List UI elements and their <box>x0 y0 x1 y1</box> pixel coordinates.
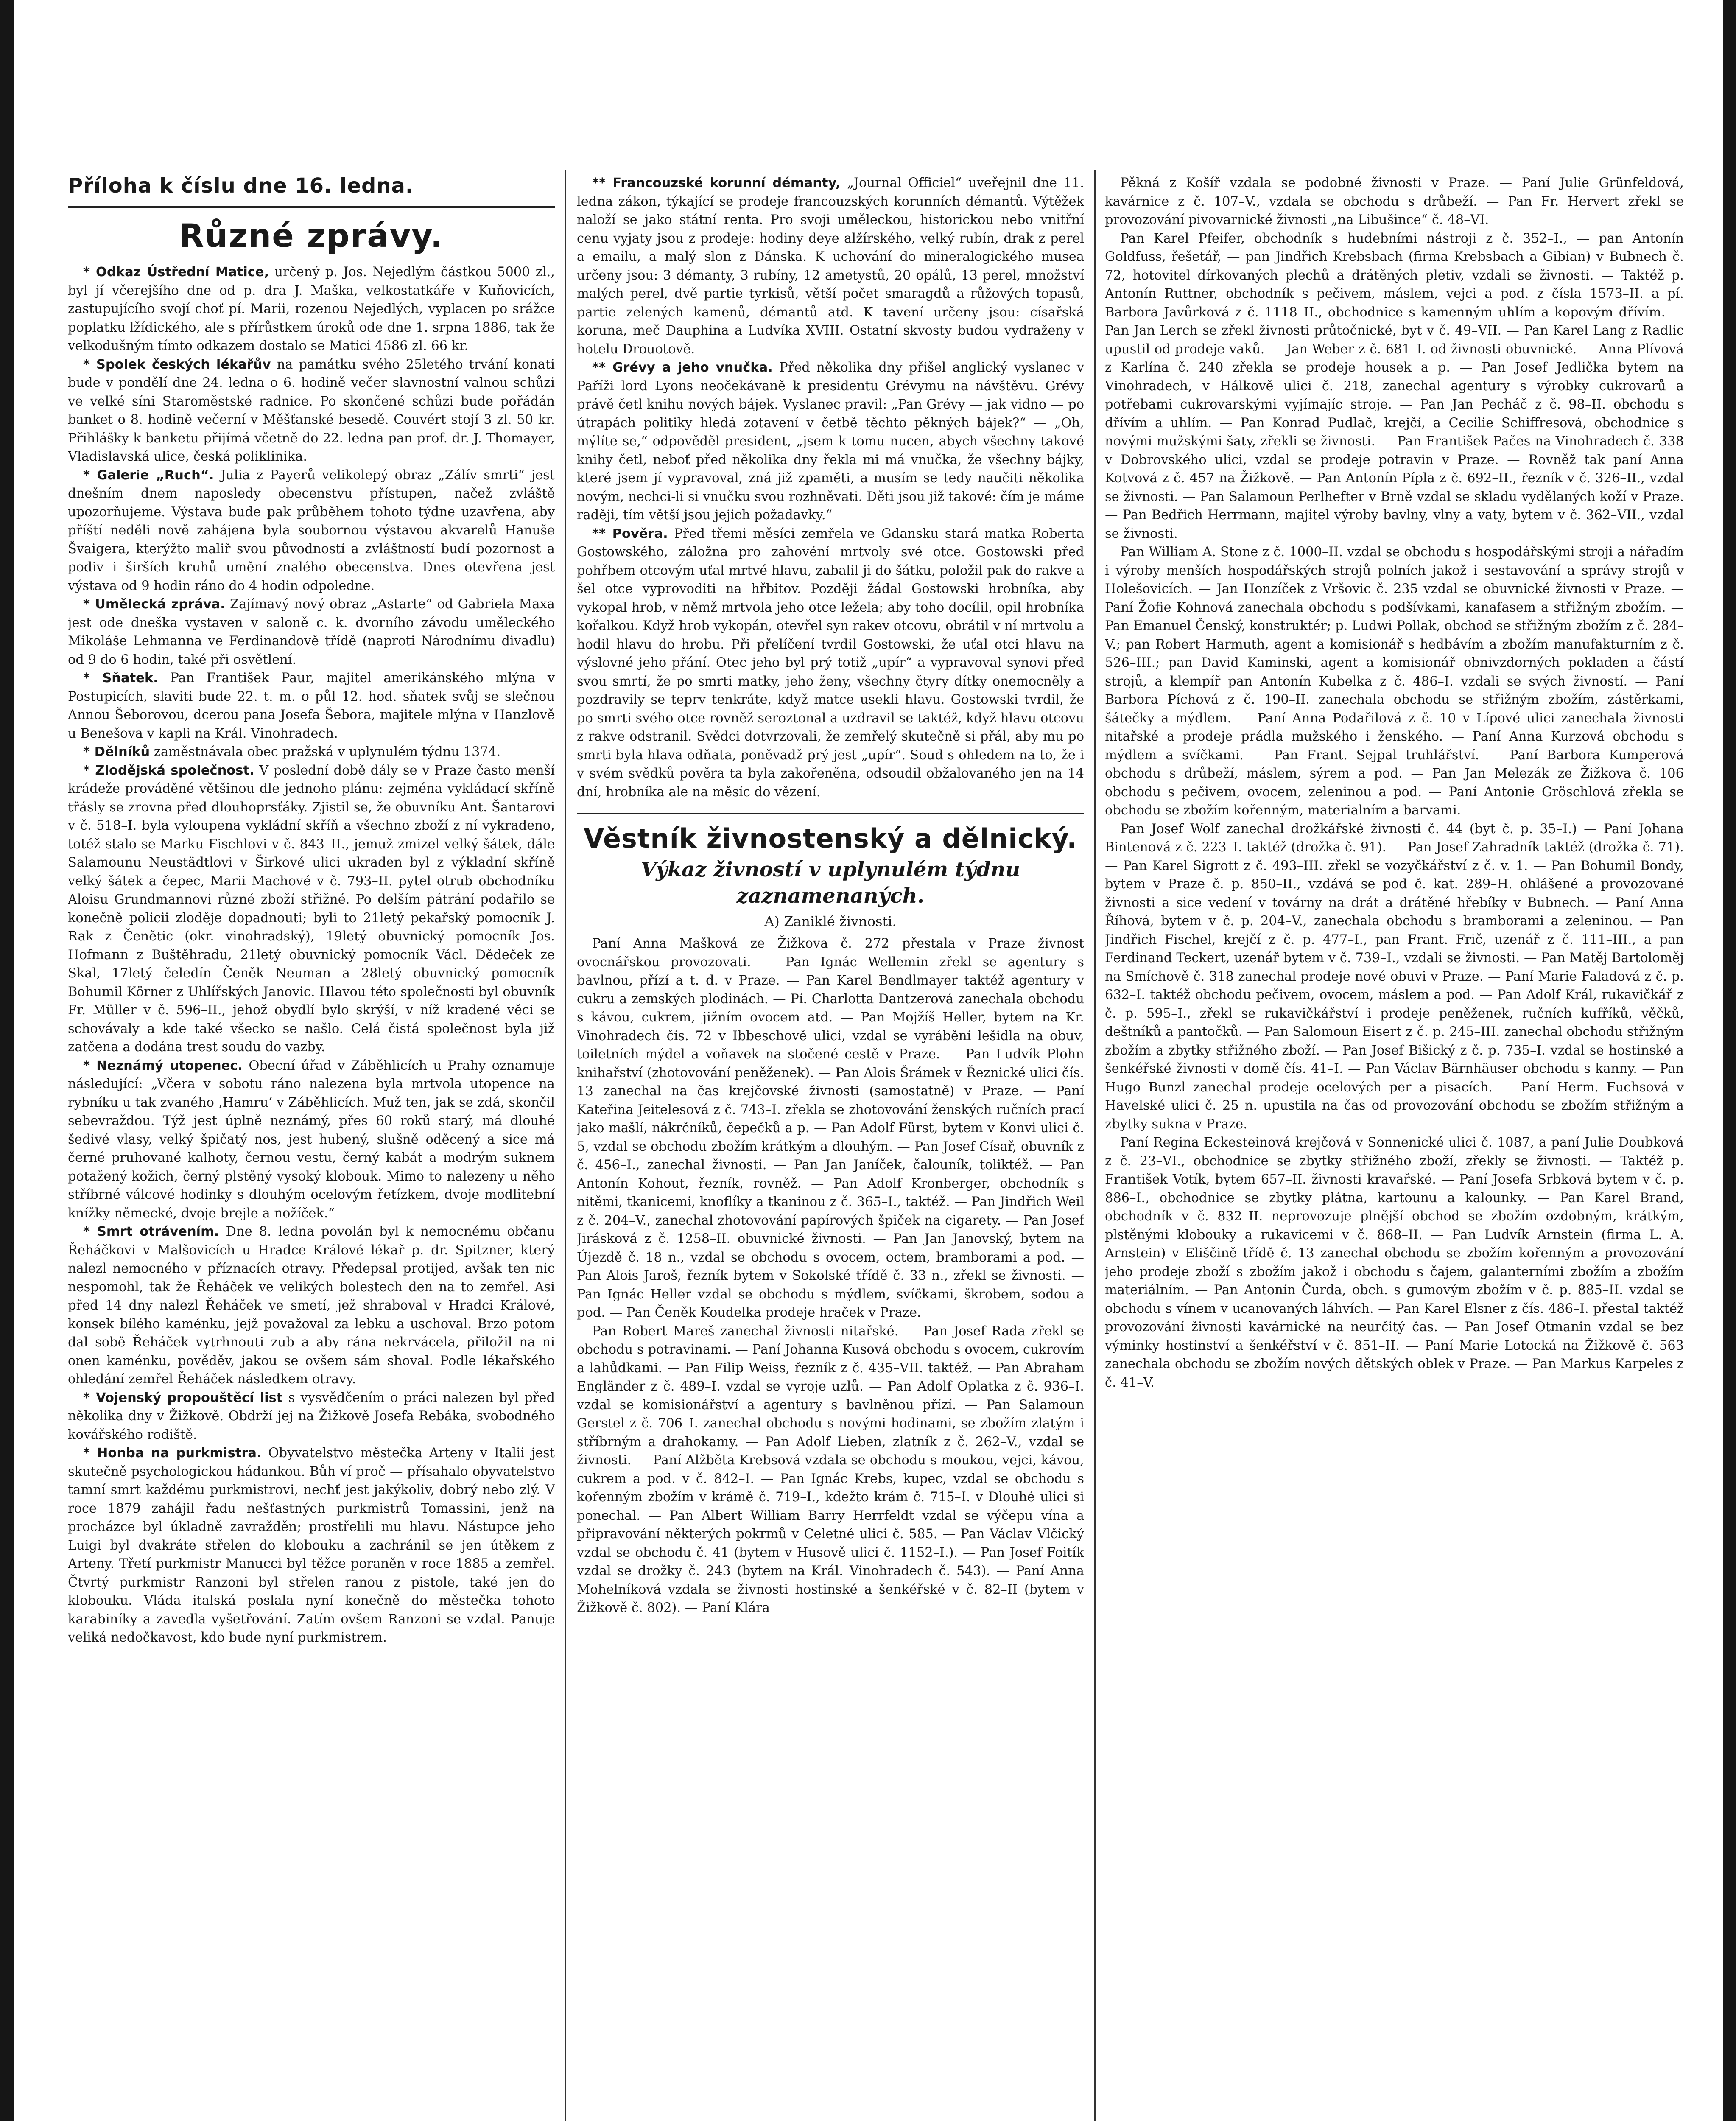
item-text: Dne 8. ledna povolán byl k nemocnému občanu Řeháčkovi v Malšovicích u Hradce Králové lékař p. dr. Spitzner, který nalezl nemocného v příznacích otravy. Předepsal protijed, avšak ten nic nespomohl, tak že Řeháček ve velikých bolestech den na to zemřel. Asi před 14 dny nalezl Řeháček ve smetí, jež shraboval v Hradci Králové, konsek bílého kaménku, jejž považoval za lebku a uschoval. Brzo potom dal sobě Řeháček vytrhnouti zub a aby rána nekrvácela, přiložil na ni onen kaménku, pověděv, jakou se ovšem sám shoval. Podle lékařského ohledání zemřel Řeháček následkem otravy. <box>68 1224 555 1387</box>
item-text: Zajímavý nový obraz „Astarte“ od Gabriela Maxa jest ode dneška vystaven v saloně c. k. dvorního závodu uměleckého Mikoláše Lehmanna ve Ferdinandově třídě (naproti Národnímu divadlu) od 9 do 6 hodin, také při osvětlení. <box>68 597 555 667</box>
item-text: Pan František Paur, majitel amerikánského mlýna v Postupicích, slaviti bude 22. t. m. o půl 12. hod. sňatek svůj se slečnou Annou Šeborovou, dcerou pana Josefa Šebora, majitele mlýna v Hanzlově u Benešova v kapli na Král. Vinohradech. <box>68 671 555 741</box>
item-lead: * Umělecká zpráva. <box>83 597 225 612</box>
item-text: s vysvědčením o práci nalezen byl před několika dny v Žižkově. Obdrží jej na Žižkově Josefa Rebáka, svobodného kovářského rodiště. <box>68 1390 555 1442</box>
news-item <box>68 669 555 743</box>
news-item <box>68 355 555 466</box>
column-middle <box>577 127 1084 2121</box>
newspaper-page <box>68 127 1684 2121</box>
news-item <box>68 595 555 669</box>
item-text: Obecní úřad v Záběhlicích u Prahy oznamuje následující: „Včera v sobotu ráno nalezena byla mrtvola utopence na rybníku u tak zvaného ‚Hamru‘ v Záběhlicích. Muž ten, jak se zdá, skončil sebevraždou. Týž jest úplně neznámý, přes 60 roků starý, má dlouhé šedivé vlasy, velký špičatý nos, jest hubený, slušně oděcený a sice má černé pruhované kalhoty, černou vestu, černý kabát a modrým suknem potažený kožich, černý plstěný vysoký klobouk. Mimo to nalezeny u něho stříbrné válcové hodinky s dlouhým ocelovým řetízkem, dvoje modlitební knížky německé, dvoje brejle a nožíček.“ <box>68 1058 555 1221</box>
bulletin-rule <box>577 813 1084 814</box>
scan-edge-left <box>0 0 14 2121</box>
heading-rule <box>68 206 555 208</box>
item-text: Obyvatelstvo městečka Arteny v Italii jest skutečně psychologickou hádankou. Bůh ví proč — přísahalo obyvatelstvo tamní smrt každému purkmistrovi, nechť jest jakýkoliv, dobrý nebo zlý. V roce 1879 zahájil řadu nešťastných purkmistrů Tomassini, jenž na procházce byl úkladně zavražděn; prostřelili mu hlavu. Nástupce jeho Luigi byl dvakráte střelen do klobouku a zachránil se jen útěkem z Arteny. Třetí purkmistr Manucci byl těžce poraněn v roce 1885 a zemřel. Čtvrtý purkmistr Ranzoni byl střelen ranou z pistole, také jen do klobouku. Vláda italská poslala nyní konečně do městečka tohoto karabiníky a zavedla vyšetřování. Zatím ovšem Ranzoni se vzdal. Panuje veliká nedočkavost, kdo bude nyní purkmistrem. <box>68 1446 555 1645</box>
item-text: „Journal Officiel“ uveřejnil dne 11. ledna zákon, týkající se prodeje francouzských korunních démantů. Výtěžek naloží se jako státní renta. Pro svoji uměleckou, historickou nebo vnitřní cenu vyjaty jsou z prodeje: hodiny deye alžírského, velký rubín, drak z perel a emailu, a malý slon z Dánska. K uchování do mineralogického musea určeny jsou: 3 démanty, 3 rubíny, 12 ametystů, 20 opálů, 13 perel, množství malých perel, dvě partie tyrkisů, větší počet smaragdů a růžových topasů, partie zelených kamenů, démantů atd. K tavení určeny jsou: císařská koruna, meč Dauphina a Ludvíka XVIII. Ostatní skvosty budou vydraženy v hotelu Drouotově. <box>577 176 1084 357</box>
item-text: určený p. Jos. Nejedlým částkou 5000 zl., byl jí včerejšího dne od p. dra J. Maška, velkostatkáře v Kuňovicích, zastupujícího svojí choť pí. Marii, rozenou Nejedlých, vyplacen po srážce poplatku lžídického, ale s přírůstkem úroků ode dne 1. srpna 1886, tak že velkodušným tímto odkazem dostalo se Matici 4586 zl. 66 kr. <box>68 265 555 353</box>
scan-edge-right <box>1723 0 1736 2121</box>
bulletin-section: A) Zaniklé živnosti. <box>764 913 897 929</box>
column-rule <box>565 170 566 2121</box>
bulletin-title: Věstník živnostenský a dělnický. <box>584 823 1077 854</box>
item-text: Před třemi měsíci zemřela ve Gdansku stará matka Roberta Gostowského, záložna pro zahovéní mrtvoly své otce. Gostowski před pohřbem otcovým uťal mrtvé hlavu, zabalil ji do šátku, položil pak do rakve a šel otce vyprovoditi na hřbitov. Později žádal Gostowski hrobníka, aby vykopal hrob, v němž mrtvola jeho otce ležela; aby toho docílil, opil hrobníka kořalkou. Když hrob vykopán, otevřel syn rakev otcovu, obrátil v ní mrtvolu a hodil hlavu do hrobu. Při přelíčení tvrdil Gostowski, že uťal otci hlavu na výslovné jeho přání. Otec jeho byl prý totiž „upír“ a vypravoval synovi před svou smrtí, že po smrti matky, jeho ženy, všechny čtyry dítky onemocněly a pozdravily se teprv tenkráte, když matce usekli hlavu. Gostowski tvrdil, že po smrti svého otce rovněž seroztonal a uzdravil se taktéž, když hlavu otcovu z rakve odstranil. Svědci dotvrzovali, že zemřelý skutečně si přál, aby mu po smrti byla hlava odňata, poněvadž prý jest „upír“. Soud s ohledem na to, že i v svém svědků pověra ta byla zakořeněna, odsoudil obžalovaného jen na 14 dní, hrobníka ale na měsíc do vězení. <box>577 526 1084 800</box>
news-item <box>68 761 555 1057</box>
supplement-heading: Příloha k číslu dne 16. ledna. <box>68 174 414 198</box>
item-lead: * Sňatek. <box>83 671 158 686</box>
column-rule <box>1094 170 1096 2121</box>
paragraph: Paní Regina Eckesteinová krejčová v Sonnenické ulici č. 1087, a paní Julie Doubková z č. 23–VI., obchodnice se zbytky střižného zboží, zřekly se živnosti. — Taktéž p. František Votík, bytem 657–II. živnosti kravařské. — Paní Josefa Srbková bytem v č. p. 886–I., obchodnice se zbytky plátna, kartounu a kalounky. — Pan Karel Brand, obchodník v č. 832–II. neprovozuje plnější obchod se zbožím ozdobným, krátkým, plstěnými klobouky a rukavicemi v č. 868–II. — Pan Ludvík Arnstein (firma L. A. Arnstein) v Eliščině třídě č. 13 zanechal obchodu se zbožím kořenným a provozování jeho prodeje zboží s zbožím jakož i obchodu s čajem, galanterními zbožím a zbožím materiálním. — Pan Antonín Čurda, obch. s gumovým zbožím v č. p. 885–II. vzdal se obchodu s vínem v ucanovaných láhvích. — Pan Karel Elsner z čís. 486–I. přestal taktéž provozování živnosti kavárnické na neurčitý čas. — Pan Josef Otmanin vzdal se bez výminky hostinství a šenkéřství v č. 851–II. — Paní Marie Lotocká na Žižkově č. 563 zanechala obchodu se zbožím nových dětských oblek v Praze. — Pan Markus Karpeles z č. 41–V. <box>1105 1135 1684 1390</box>
news-item <box>68 1057 555 1223</box>
news-item <box>577 358 1084 525</box>
item-text: Julia z Payerů velikolepý obraz „Zálív smrti“ jest dnešním dnem naposledy obecenstvu přístupen, načež zvláště upozorňujeme. Výstava bude pak průběhem tohoto týdne uzavřena, aby příští neděli nově zahájena byla soubornou výstavou akvarelů Hanuše Švaigera, kterýžto maliř svou původností a zvláštností budí pozornost a podiv i širších kruhů umění znalého obecenstva. Dnes otevřena jest výstava od 9 hodin ráno do 4 hodin odpoledne. <box>68 467 555 593</box>
paragraph: Pan William A. Stone z č. 1000–II. vzdal se obchodu s hospodářskými stroji a nářadím i výroby menších hospodářských strojů polních jakož i sestavování a správy strojů v Holešovicích. — Jan Honzíček z Vršovic č. 235 vzdal se obuvnické živnosti v Praze. — Paní Žofie Kohnová zanechala obchodu s podšívkami, kanafasem a střižným zbožím. — Pan Emanuel Čenský, konstruktér; p. Ludwi Pollak, obchod se střižným zbožím z č. 284–V.; pan Robert Harmuth, agent a komisionář s hedbávím a zbožím manufakturním z č. 526–III.; pan David Kaminski, agent a komisionář obnivzdorných pokladen a částí strojů, a klempíř pan Antonín Kubelka z č. 486–I. vzdali se svých živností. — Paní Barbora Píchová z č. 190–II. zanechala obchodu se střižným zbožím, zástěrkami, šátečky a mýdlem. — Paní Anna Podařilová z č. 10 v Lípové ulici zanechala živnosti nitařské a prodeje prádla mužského i ženského. — Paní Anna Kurzová obchodu s mýdlem a svíčkami. — Pan Frant. Sejpal truhlářství. — Paní Barbora Kumperová obchodu s drůbeží, máslem, sýrem a pod. — Pan Jan Melezák ze Žižkova č. 106 obchodu s pečivem, ovocem, zeleninou a pod. — Paní Antonie Gröschlová zřekla se obchodu se zbožím kořenným, materialním a barvami. <box>1105 545 1684 818</box>
item-lead: * Odkaz Ústřední Matice, <box>83 265 269 280</box>
item-lead: * Neznámý utopenec. <box>83 1058 243 1073</box>
item-lead: * Smrt otrávením. <box>83 1224 219 1239</box>
item-lead: * Spolek českých lékařův <box>83 357 271 372</box>
item-lead: ** Pověra. <box>592 526 668 541</box>
item-lead: ** Grévy a jeho vnučka. <box>592 360 773 375</box>
item-lead: * Zlodějská společnost. <box>83 763 254 778</box>
column-news <box>68 127 555 2121</box>
item-lead: * Dělníků <box>83 744 150 759</box>
paragraph: Pěkná z Košíř vzdala se podobné živnosti v Praze. — Paní Julie Grünfeldová, kavárnice z č. 107–V., vzdala se obchodu s drůbeží. — Pan Fr. Hervert zřekl se provozování pivovarnické živnosti „na Libušince“ č. 48–VI. <box>1105 176 1684 227</box>
news-item <box>68 466 555 596</box>
news-item <box>577 174 1084 358</box>
item-lead: * Honba na purkmistra. <box>83 1446 262 1461</box>
bulletin-subtitle: Výkaz živností v uplynulém týdnu zaznamenaných. <box>640 858 1020 908</box>
middle-items <box>577 174 1084 801</box>
bulletin-paragraphs <box>577 935 1084 1617</box>
item-lead: * Vojenský propouštěcí list <box>83 1390 283 1405</box>
item-lead: ** Francouzské korunní démanty, <box>592 176 841 190</box>
item-lead: * Galerie „Ruch“. <box>83 467 214 483</box>
news-item <box>577 525 1084 802</box>
item-text: zaměstnávala obec pražská v uplynulém týdnu 1374. <box>154 744 501 759</box>
news-item <box>68 1223 555 1389</box>
item-text: na památku svého 25letého trvání konati bude v pondělí dne 24. ledna o 6. hodině večer slavnostní valnou schůzi ve velké síni Staroměstské radnice. Po skončené schůzi bude pořádán banket o 8. hodině večerní v Měšťanské besedě. Couvért stojí 3 zl. 50 kr. Přihlášky k banketu přijímá včetně do 22. ledna pan prof. dr. J. Thomayer, Vladislavská ulice, česká poliklinika. <box>68 357 555 464</box>
paragraph: Paní Anna Mašková ze Žižkova č. 272 přestala v Praze živnost ovocnářskou provozovati. — Pan Ignác Wellemin zřekl se agentury s bavlnou, přízí a t. d. v Praze. — Pan Karel Bendlmayer taktéž agentury v cukru a zemských plodinách. — Pí. Charlotta Dantzerová zanechala obchodu s kávou, cukrem, jižním ovocem atd. — Pan Mojžíš Heller, bytem na Kr. Vinohradech čís. 72 v Ibbeschově ulici, vzdal se vyrábění lešidla na obuv, toiletních mýdel a voňavek na stočené cestě v Praze. — Pan Ludvík Plohn knihařství (zhotovování peněženek). — Pan Alois Šrámek v Řeznické ulici čís. 13 zanechal na čas krejčovské živnosti (samostatně) v Praze. — Paní Kateřina Jeitelesová z č. 743–I. zřekla se zhotovování ženských ručních prací jako mašlí, nákrčníků, čepečků a p. — Pan Adolf Fürst, bytem v Konvi ulici č. 5, vzdal se obchodu zbožím krátkým a dlouhým. — Pan Josef Císař, obuvník z č. 456–I., zanechal živnosti. — Pan Jan Janíček, čalouník, toliktéž. — Pan Antonín Kohout, řezník, rovněž. — Pan Adolf Kronberger, obchodník s nitěmi, tkanicemi, knoflíky a tkaninou z č. 365–I., taktéž. — Pan Jindřich Weil z č. 204–V., zanechal zhotovování papírových špiček na cigarety. — Pan Josef Jirásková z č. 1258–II. obuvnické živnosti. — Pan Jan Janovský, bytem na Újezdě č. 18 n., vzdal se obchodu s ovocem, octem, bramborami a pod. — Pan Alois Jaroš, řezník bytem v Sokolské třídě č. 33 n., zřekl se živnosti. — Pan Ignác Heller vzdal se obchodu s mýdlem, svíčkami, škrobem, sodou a pod. — Pan Čeněk Koudelka prodeje hraček v Praze. <box>577 936 1084 1320</box>
paragraph: Pan Karel Pfeifer, obchodník s hudebními nástroji z č. 352–I., — pan Antonín Goldfuss, řešetář, — pan Jindřich Krebsbach (firma Krebsbach a Gibian) v Bubnech č. 72, hotovitel dírkovaných plechů a drátěných pletiv, vzdali se živnosti. — Taktéž p. Antonín Ruttner, obchodník s pečivem, máslem, vejci a pod. z čísla 1573–II. a pí. Barbora Javůrková z č. 1118–II., obchodnice s kamenným uhlím a kopovým dřívím. — Pan Jan Lerch se zřekl živnosti průtočnické, byt v č. 49–VII. — Pan Karel Lang z Radlic upustil od prodeje vaků. — Jan Weber z č. 681–I. od živnosti obuvnické. — Anna Plívová z Karlína č. 240 zřekla se prodeje housek a p. — Pan Josef Jedlička bytem na Vinohradech, v Hálkově ulici č. 218, zanechal agentury s výrobky cukrovarů a potřebami cukrovarskými vyjímajíc stroje. — Pan Jan Pecháč z č. 98–II. obchodu s dřívím a uhlím. — Pan Konrad Pudlač, krejčí, a Cecilie Schiffresová, obchodnice s novými mužskými šaty, zřekli se živnosti. — Pan František Pačes na Vinohradech č. 338 v Dobrovského ulici, vzdal se prodeje potravin v Praze. — Rovněž tak paní Anna Kotvová z č. 457 na Žižkově. — Pan Antonín Pípla z č. 692–II., řezník v č. 326–II., vzdal se živnosti. — Pan Salamoun Perlhefter v Brně vzdal se skladu vydělaných koží v Praze. — Pan Bedřich Herrmann, majitel výroby bavlny, vlny a vaty, bytem v č. 362–VII., vzdal se živnosti. <box>1105 231 1684 541</box>
news-item <box>68 743 555 761</box>
item-text: Před několika dny přišel anglický vyslanec v Paříži lord Lyons neočekávaně k presidentu Grévymu na návštěvu. Grévy právě četl knihu nových bájek. Vyslanec pravil: „Pan Grévy — jak vidno — po útrapách politiky hledá zotavení v četbě těchto pěkných bájek?“ — „Oh, mýlíte se,“ odpověděl president, „jsem k tomu nucen, abych všechny takové knihy četl, neboť před několika dny řekla mi má vnučka, že všechny bájky, které jsem jí vypravoval, zná již zpaměti, a musím se tedy naučiti několika novým, nechci-li si vnučku svou rozhněvati. Děti jsou již takové: čím je máme raději, tím větší jsou jejich požadavky.“ <box>577 360 1084 523</box>
right-paragraphs <box>1105 174 1684 1392</box>
news-item <box>68 263 555 355</box>
paragraph: Pan Josef Wolf zanechal drožkářské živnosti č. 44 (byt č. p. 35–I.) — Paní Johana Bintenová z č. 223–I. taktéž (drožka č. 91). — Pan Josef Zahradník taktéž (drožka č. 71). — Pan Karel Sigrott z č. 493–III. zřekl se vozyčkářství z č. v. 1. — Pan Bohumil Bondy, bytem v Praze č. p. 850–II., vzdává se pod č. kat. 289–H. ohlášené a provozované živnosti a sice vedení v továrny na drát a drátěné hřebíky v Bubnech. — Paní Anna Říhová, bytem v č. p. 204–V., zanechala obchodu s bramborami a zeleninou. — Pan Jindřich Fischel, krejčí z č. p. 477–I., pan Frant. Frič, uzenář z č. 111–III., a pan Ferdinand Teckert, uzenář bytem v č. 739–I., vzdali se živnosti. — Pan Matěj Bartoloměj na Smíchově č. 318 zanechal prodeje nové obuvi v Praze. — Paní Marie Faladová z č. p. 632–I. taktéž obchodu pečivem, ovocem, máslem a pod. — Pan Adolf Král, rukavičkář z č. p. 595–I., zřekl se rukavičkářství i prodeje peněženek, ručních kufříků, věčků, deštníků a pantočků. — Pan Salomoun Eisert z č. p. 245–III. zanechal obchodu střižným zbožím a zbytky střižného zboží. — Pan Josef Bišický z č. p. 735–I. vzdal se hostinské a šenkéřské živnosti v domě čís. 41–I. — Pan Václav Bärnhäuser obchodu s kanny. — Pan Hugo Bunzl zanechal prodeje ocelových per a pisacích. — Paní Herm. Fuchsová v Havelské ulici č. 25 n. upustila na čas od provozování obchodu se zbožím střižným a zbytky sukna v Praze. <box>1105 821 1684 1132</box>
column-right <box>1105 127 1684 2121</box>
section-title: Různé zprávy. <box>179 217 444 255</box>
paragraph: Pan Robert Mareš zanechal živnosti nitařské. — Pan Josef Rada zřekl se obchodu s potravinami. — Paní Johanna Kusová obchodu s ovocem, cukrovím a lahůdkami. — Pan Filip Weiss, řezník z č. 435–VII. taktéž. — Pan Abraham Engländer z č. 489–I. vzdal se vyroje uzlů. — Pan Adolf Oplatka z č. 936–I. vzdal se komisionářství a agentury s bavlněnou přízí. — Pan Salamoun Gerstel z č. 706–I. zanechal obchodu s novými hodinami, se zbožím zlatým i stříbrným a drahokamy. — Pan Adolf Lieben, zlatník z č. 262–V., vzdal se živnosti. — Paní Alžběta Krebsová vzdala se obchodu s moukou, vejci, kávou, cukrem a pod. v č. 842–I. — Pan Ignác Krebs, kupec, vzdal se obchodu s kořenným zbožím v krámě č. 719–I., kdežto krám č. 715–I. v Dlouhé ulici si ponechal. — Pan Albert William Barry Herrfeldt vzdal se výčepu vína a připravování některých pokrmů v Celetné ulici č. 585. — Pan Václav Vlčický vzdal se obchodu č. 41 (bytem v Husově ulici č. 1152–I.). — Pan Josef Foitík vzdal se drožky č. 243 (bytem na Král. Vinohradech č. 543). — Paní Anna Mohelníková vzdala se živnosti hostinské a šenkéřské v č. 82–II (bytem v Žižkově č. 802). — Paní Klára <box>577 1324 1084 1615</box>
news-item <box>68 1444 555 1647</box>
news-item <box>68 1389 555 1444</box>
item-text: V poslední době dály se v Praze často menší krádeže prováděné většinou dle jednoho plánu: zejména vykládací skříně třásly se zrovna před dlouhoprsťáky. Zjistil se, že obuvníku Ant. Šantarovi v č. 518–I. byla vyloupena vykládní skříň a všechno zboží z ní vykradeno, totéž stalo se Marku Fischlovi v č. 843–II., jemuž zmizel velký šátek, dále Salamounu Neustädtlovi v Širkové ulici ukraden byl z výkladní skříně velký šátek a čepec, Marii Machové v č. 793–II. pytel otrub obchodníku Aloisu Grundmannovi různé zboží střižné. Po delším pátrání podařilo se konečně policii zloděje dopadnouti; byli to 21letý pekařský pomocník J. Rak z Čenětic (okr. vinohradský), 19letý obuvnický pomocník Jos. Hofmann z Buštěhradu, 21letý obuvnický pomocník Václ. Dědeček ze Skal, 17letý čeledín Čeněk Neuman a 28letý obuvnický pomocník Bohumil Körner z Uhlířských Janovic. Hlavou této společnosti byl obuvník Fr. Müller v č. 596–II., jehož obydlí bylo skrýší, v níž kradené věci se schovávaly a kde také všecko se našlo. Celá čistá společnost byla již zatčena a dodána trest soudu do vazby. <box>68 763 555 1055</box>
news-items <box>68 263 555 1647</box>
